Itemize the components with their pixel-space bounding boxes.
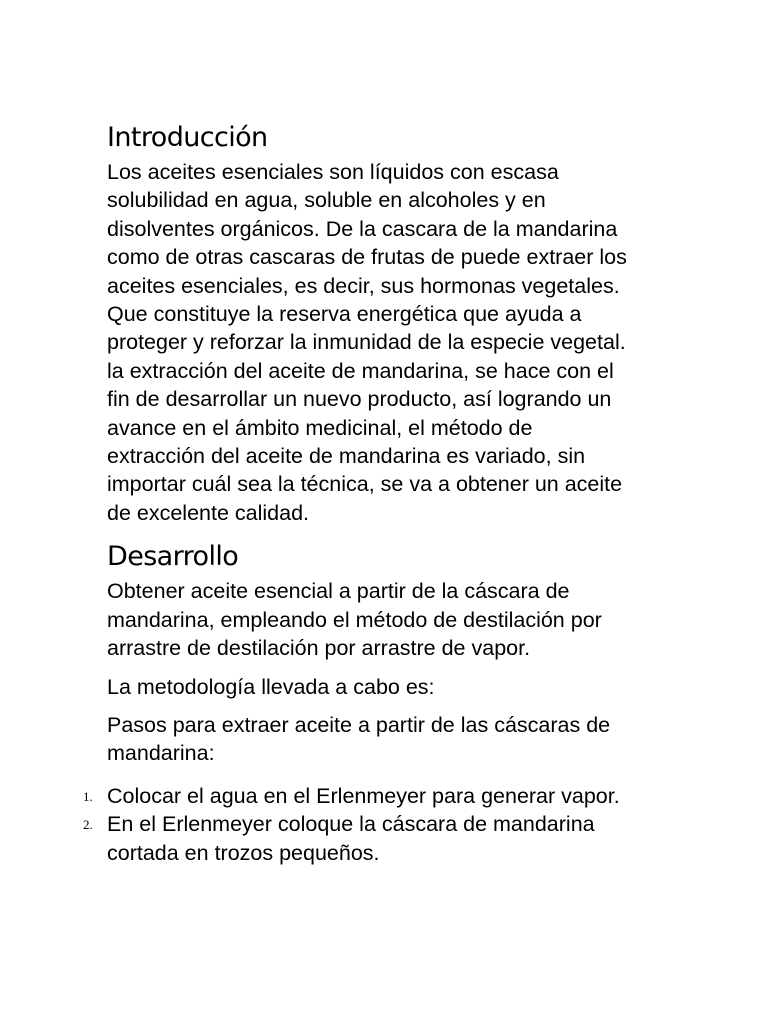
steps-list bbox=[83, 782, 697, 867]
paragraph-line: fin de desarrollar un nuevo producto, así logrando un bbox=[107, 387, 612, 412]
paragraph-line: Los aceites esenciales son líquidos con escasa bbox=[107, 160, 559, 184]
list-item-line: cortada en trozos pequeños. bbox=[107, 840, 380, 865]
paragraph-line: importar cuál sea la técnica, se va a obtener un aceite bbox=[107, 472, 623, 497]
paragraph-line: proteger y reforzar la inmunidad de la especie vegetal. bbox=[107, 330, 626, 355]
paragraph-line: arrastre de destilación por arrastre de vapor. bbox=[107, 636, 531, 661]
desarrollo-heading: Desarrollo bbox=[107, 541, 239, 573]
list-number: 1. bbox=[83, 788, 93, 804]
list-number: 2. bbox=[83, 817, 93, 833]
paragraph-line: avance en el ámbito medicinal, el método de bbox=[107, 415, 533, 440]
list-item bbox=[83, 782, 697, 810]
desarrollo-paragraph-steps-intro bbox=[107, 711, 697, 768]
paragraph-line: extracción del aceite de mandarina es variado, sin bbox=[107, 444, 586, 469]
paragraph-line: Obtener aceite esencial a partir de la cáscara de bbox=[107, 579, 570, 604]
introduccion-heading: Introducción bbox=[107, 122, 268, 153]
paragraph-line: Pasos para extraer aceite a partir de las cáscaras de bbox=[107, 712, 611, 737]
list-item bbox=[83, 810, 697, 867]
paragraph-line: como de otras cascaras de frutas de puede extraer los bbox=[107, 245, 627, 270]
paragraph-line: mandarina, empleando el método de destilación por bbox=[107, 607, 602, 632]
list-item-line: En el Erlenmeyer coloque la cáscara de mandarina bbox=[107, 812, 595, 837]
paragraph-line: solubilidad en agua, soluble en alcoholes y en bbox=[107, 188, 546, 213]
paragraph-line: aceites esenciales, es decir, sus hormonas vegetales. bbox=[107, 273, 620, 298]
list-item-line: Colocar el agua en el Erlenmeyer para generar vapor. bbox=[107, 783, 620, 808]
paragraph-line: Que constituye la reserva energética que ayuda a bbox=[107, 302, 582, 327]
desarrollo-paragraph-methodology: La metodología llevada a cabo es: bbox=[107, 674, 435, 699]
introduccion-paragraph bbox=[107, 158, 697, 527]
desarrollo-paragraph-objective bbox=[107, 577, 697, 662]
paragraph-line: disolventes orgánicos. De la cascara de la mandarina bbox=[107, 216, 618, 241]
paragraph-line: de excelente calidad. bbox=[107, 500, 310, 525]
document-page bbox=[83, 118, 697, 867]
paragraph-line: mandarina: bbox=[107, 741, 215, 766]
paragraph-line: la extracción del aceite de mandarina, se hace con el bbox=[107, 358, 614, 383]
